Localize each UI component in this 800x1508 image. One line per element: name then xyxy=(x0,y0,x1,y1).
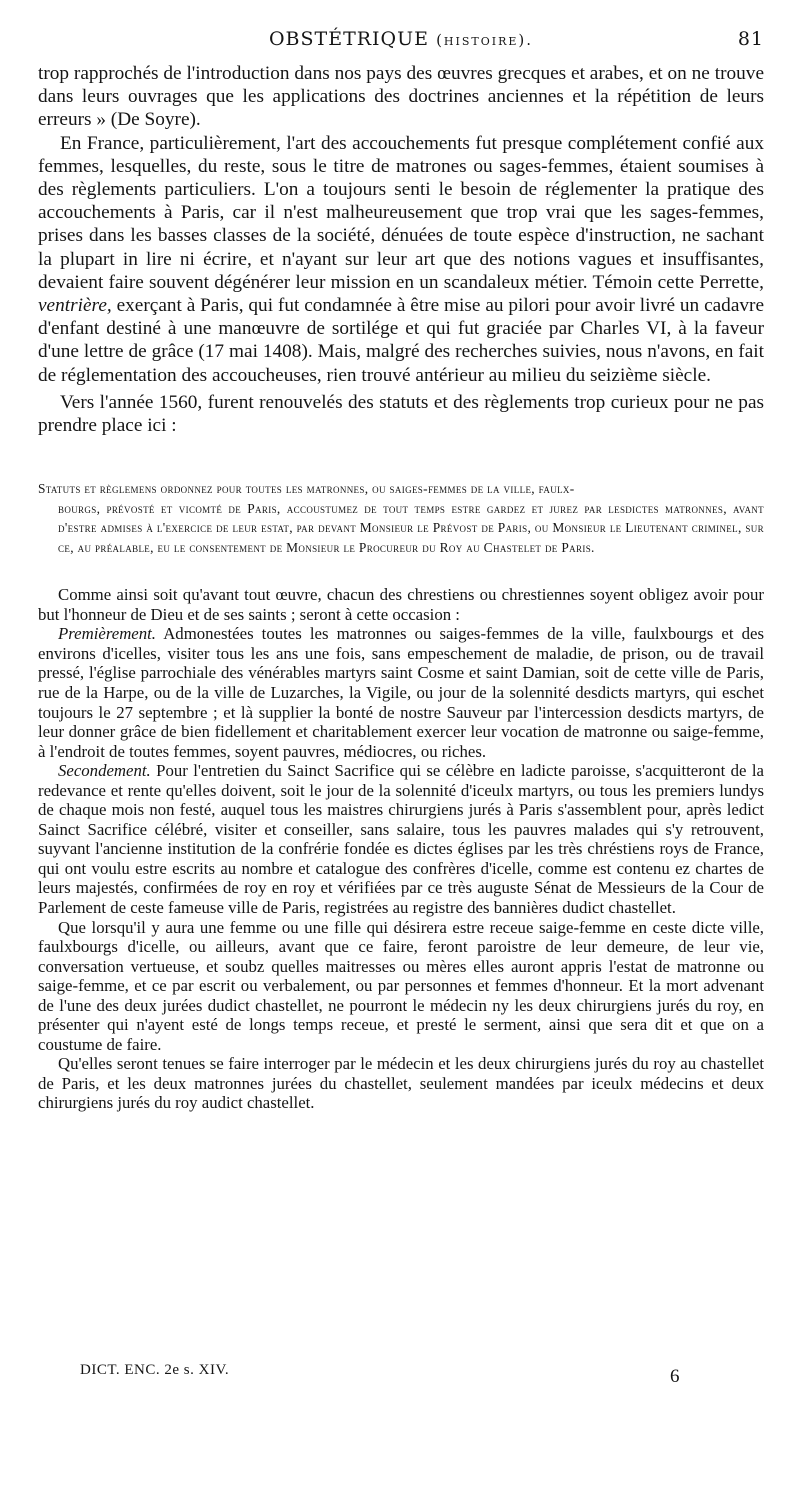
footer-reference: DICT. ENC. 2e s. XIV. xyxy=(80,1362,230,1378)
statute-article-1 xyxy=(38,624,764,761)
statute-article-3: Que lorsqu'il y aura une femme ou une fille qui désirera estre receue saige-femme en ceste dicte ville, faulxbourgs d'icelle, ou ailleurs, avant que ce faire, feront paroistre de leur demeure, de leur vie, conversation vertueuse, et soubz quelles maitresses ou mères elles auront appris l'estat de matronne ou saige-femme, et ce par escrit ou verbalement, ou par personnes et femmes d'honneur. Et la mort advenant de l'une des deux jurées dudict chastellet, ne pourront le médecin ny les deux chirurgiens jurés du roy, en présenter qui n'ayent esté de longs temps receue, et presté le serment, ainsi que sera dit et que on a coustume de faire. xyxy=(38,917,764,1054)
article-1-label: Premièrement. xyxy=(58,624,157,644)
main-text xyxy=(38,62,764,437)
running-subtitle: (histoire). xyxy=(436,31,534,49)
statute-preamble: Comme ainsi soit qu'avant tout œuvre, chacun des chrestiens ou chrestiennes soyent obligez avoir pour but l'honneur de Dieu et de ses saints ; seront à cette occasion : xyxy=(38,585,764,624)
article-2-label: Secondement. xyxy=(58,761,151,781)
page xyxy=(38,28,764,1113)
paragraph-statuts-intro: Vers l'année 1560, furent renouvelés des statuts et des règlements trop curieux pour ne pas prendre place ici : xyxy=(38,391,764,437)
page-number: 81 xyxy=(737,28,764,50)
paragraph-continuation: trop rapprochés de l'introduction dans nos pays des œuvres grecques et arabes, et on ne trouve dans leurs ouvrages que les applications des doctrines anciennes et la répétition de leurs erreurs » (De Soyre). xyxy=(38,63,764,131)
statute-heading-line-1: Statuts et règlemens ordonnez pour toutes les matronnes, ou saiges-femmes de la ville, faulx- xyxy=(38,481,575,497)
page-footer xyxy=(80,1362,680,1387)
paragraph-france-part-1: En France, particulièrement, l'art des accouchements fut presque complétement confié aux femmes, lesquelles, du reste, sous le titre de matrones ou sages-femmes, étaient soumises à des règlements particuliers. L'on a toujours senti le besoin de réglementer la pratique des accouchements à Paris, car il n'est malheureusement que trop vrai que les sages-femmes, prises dans les basses classes de la société, dénuées de toute espèce d'instruction, ne sachant la plupart in lire ni écrire, et n'ayant sur leur art que des notions vagues et insuffisantes, devaient faire souvent dégénérer leur mission en un scandaleux métier. Témoin cette Perrette, xyxy=(38,132,764,293)
paragraph-france-part-2: exerçant à Paris, qui fut condamnée à être mise au pilori pour avoir livré un cadavre d'enfant destiné à une manœuvre de sortilége et qui fut graciée par Charles VI, à la faveur d'une lettre de grâce (17 mai 1408). Mais, malgré des recherches suivies, nous n'avons, en fait de réglementation des accoucheuses, rien trouvé antérieur au milieu du seizième siècle. xyxy=(38,295,764,386)
statute-heading-rest: bourgs, prévosté et vicomté de Paris, accoustumez de tout temps estre gardez et jurez par lesdictes matronnes, avant d'estre admises à l'exercice de leur estat, par devant Monsieur le Prévost de Paris, ou Monsieur le Lieutenant criminel, sur ce, au préalable, eu le consentement de Monsieur le Procureur du Roy au Chastelet de Paris. xyxy=(58,500,764,555)
statute-text xyxy=(38,585,764,1113)
paragraph-france xyxy=(38,132,764,387)
statute-article-2 xyxy=(38,761,764,917)
running-head xyxy=(38,28,764,62)
signature-mark: 6 xyxy=(670,1366,680,1387)
running-title: OBSTÉTRIQUE xyxy=(268,28,430,50)
ventriere-term: ventrière, xyxy=(38,295,112,317)
statute-article-4: Qu'elles seront tenues se faire interroger par le médecin et les deux chirurgiens jurés du roy au chastellet de Paris, et les deux matronnes jurées du chastellet, seulement mandées par iceulx médecins et deux chirurgiens jurés du roy audict chastellet. xyxy=(38,1054,764,1113)
statute-heading xyxy=(38,479,764,557)
article-1-text: Admonestées toutes les matronnes ou saiges-femmes de la ville, faulxbourgs et des environs d'icelles, visiter tous les ans une fois, sans empeschement de maladie, de prison, ou de travail pressé, l'église parrochiale des vénérables martyrs saint Cosme et saint Damian, soit de cette ville de Paris, rue de la Harpe, ou de la ville de Luzarches, la Vigile, ou jour de la solennité desdicts martyrs, qui eschet toujours le 27 septembre ; et là supplier la bonté de nostre Sauveur par l'intercession desdicts martyrs, de leur donner grâce de bien fidellement et charitablement exercer leur vocation de matronne ou saige-femme, à l'endroit de toutes femmes, soyent pauvres, médiocres, ou riches. xyxy=(38,624,764,761)
article-2-text: Pour l'entretien du Sainct Sacrifice qui se célèbre en ladicte paroisse, s'acquitteront de la redevance et rente qu'elles doivent, soit le jour de la solennité d'iceulx martyrs, ou tous les premiers lundys de chaque mois non festé, auquel tous les maistres chirurgiens jurés à Paris s'assemblent pour, après ledict Sainct Sacrifice célébré, visiter et conseiller, sans salaire, tous les pauvres malades qui s'y retrouvent, suyvant l'ancienne institution de la confrérie fondée es dictes églises par les très chréstiens roys de France, qui ont voulu estre escrits au nombre et catalogue des confrères d'icelle, comme est contenu ez chartes de leurs majestés, confirmées de roy en roy et vérifiées par ce très auguste Sénat de Messieurs de la Cour de Parlement de ceste fameuse ville de Paris, registrées au registre des bannières dudict chastellet. xyxy=(38,761,764,917)
